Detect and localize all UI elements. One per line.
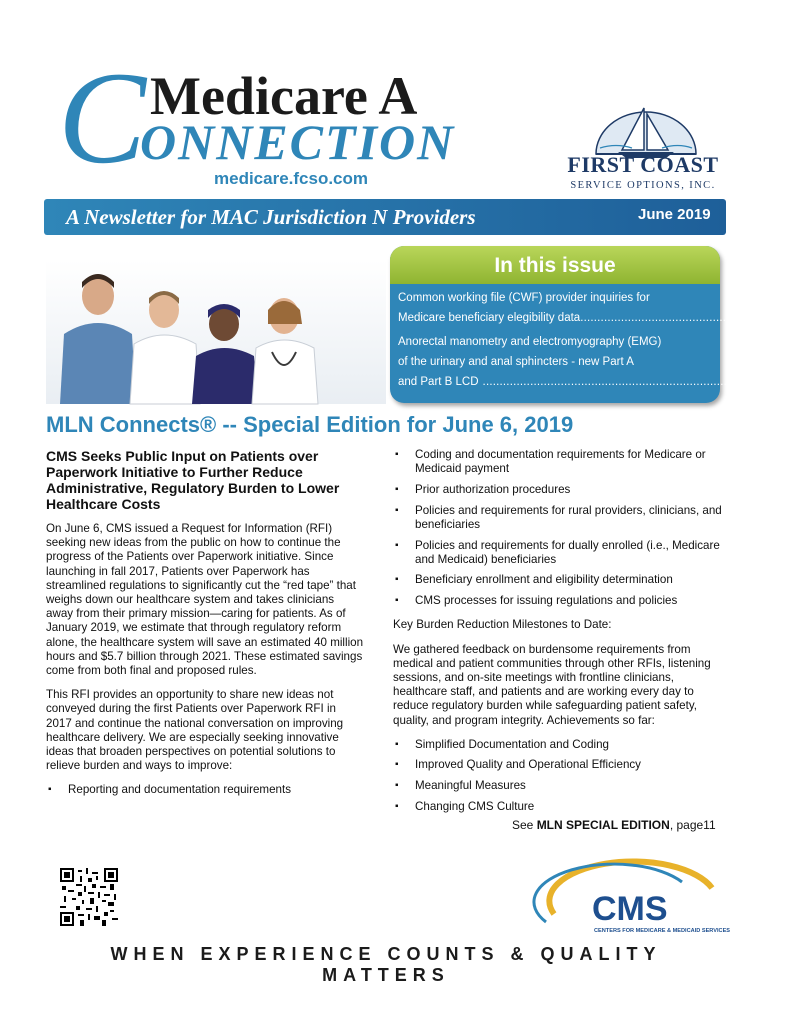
newsletter-title-connection: ONNECTION <box>140 114 456 170</box>
continued-reference-link[interactable] <box>512 818 716 832</box>
toc-page-number: 3 <box>787 312 794 324</box>
list-item: ▪ Improved Quality and Operational Efficiency <box>393 758 723 772</box>
article-headline: MLN Connects® -- Special Edition for June 6, 2019 <box>46 412 574 437</box>
article-subhead: CMS Seeks Public Input on Patients over Paperwork Initiative to Further Reduce Administrative, Regulatory Burden to Lower Healthcare Costs <box>46 448 340 512</box>
banner-tagline: A Newsletter for MAC Jurisdiction N Providers <box>66 205 476 229</box>
cms-wordmark: CMS <box>592 890 668 928</box>
publisher-subtitle: SERVICE OPTIONS, INC. <box>570 180 716 191</box>
toc-item-anorectal[interactable] <box>398 332 782 392</box>
article-paragraph: On June 6, CMS issued a Request for Information (RFI) seeking new ideas from the public on how to continue the progress of the Patients over Paperwork initiative. Since launching in fall 2017, Patients over Paperwork has streamlined regulations to significantly cut the “red tape” that weighs down our healthcare system and takes clinicians away from their primary mission—caring for patients. As of January 2019, we estimate that through regulatory reform alone, the healthcare system will save an estimated 40 million hours and $5.7 billion through 2021. These estimated savings come from both final and proposed rules. <box>46 522 364 678</box>
toc-page-number: 5 <box>775 376 782 388</box>
list-item: ▪ Coding and documentation requirements for Medicare or Medicaid payment <box>393 448 723 476</box>
newsletter-title: Medicare A <box>150 66 418 126</box>
article-paragraph: This RFI provides an opportunity to share new ideas not conveyed during the first Patients over Paperwork RFI in 2017 and continue the national conversation on improving healthcare delivery. We are especially seeking innovative ideas that broaden perspectives on potential solutions to relieve burden and ways to improve: <box>46 688 344 773</box>
list-item: ▪ CMS processes for issuing regulations and policies <box>393 594 723 608</box>
qr-code-icon[interactable] <box>60 868 118 926</box>
masthead-c-letter: C <box>58 44 143 191</box>
toc-item-line: Common working file (CWF) provider inquiries for <box>398 292 650 304</box>
continued-page: , page11 <box>669 818 716 832</box>
footer-tagline: WHEN EXPERIENCE COUNTS & QUALITY MATTERS <box>110 944 662 985</box>
list-item: ▪ Changing CMS Culture <box>393 800 723 814</box>
in-this-issue-title: In this issue <box>494 254 616 277</box>
toc-leader-dots: ..................................................................................... <box>482 376 772 388</box>
toc-item-line: of the urinary and anal sphincters - new Part A <box>398 356 634 368</box>
toc-leader-dots: ............................................................ <box>580 312 784 324</box>
continued-prefix: See <box>512 818 537 832</box>
list-item: ▪ Meaningful Measures <box>393 779 723 793</box>
toc-item-cwf[interactable] <box>398 288 794 328</box>
toc-item-line: and Part B LCD <box>398 376 479 388</box>
continued-section-name: MLN SPECIAL EDITION <box>536 818 670 832</box>
list-item: ▪ Policies and requirements for rural providers, clinicians, and beneficiaries <box>393 504 723 532</box>
healthcare-workers-photo <box>46 260 386 404</box>
toc-item-line: Medicare beneficiary elegibility data <box>398 312 581 324</box>
site-url-link[interactable]: medicare.fcso.com <box>214 169 369 188</box>
cms-logo <box>536 870 731 940</box>
list-item: ▪ Simplified Documentation and Coding <box>393 738 723 752</box>
article-left-column <box>46 448 364 804</box>
article-right-column <box>393 448 723 821</box>
toc-item-line: Anorectal manometry and electromyography (EMG) <box>398 336 662 348</box>
list-item: ▪ Beneficiary enrollment and eligibility determination <box>393 573 723 587</box>
list-item: ▪ Reporting and documentation requirements <box>46 783 364 797</box>
article-paragraph: We gathered feedback on burdensome requirements from medical and patient communities through other RFIs, listening sessions, and on-site meetings with frontline clinicians, healthcare staff, and patients and are working every day to reduce regulatory burden while safeguarding patient safety, quality, and program integrity. Achievements so far: <box>393 642 711 727</box>
milestones-heading: Key Burden Reduction Milestones to Date: <box>393 618 612 632</box>
publisher-name: FIRST COAST <box>567 152 719 177</box>
issue-date: June 2019 <box>638 206 711 223</box>
list-item: ▪ Prior authorization procedures <box>393 483 723 497</box>
cms-subtitle: CENTERS FOR MEDICARE & MEDICAID SERVICES <box>594 928 731 934</box>
list-item: ▪ Policies and requirements for dually enrolled (i.e., Medicare and Medicaid) beneficiaries <box>393 539 723 567</box>
